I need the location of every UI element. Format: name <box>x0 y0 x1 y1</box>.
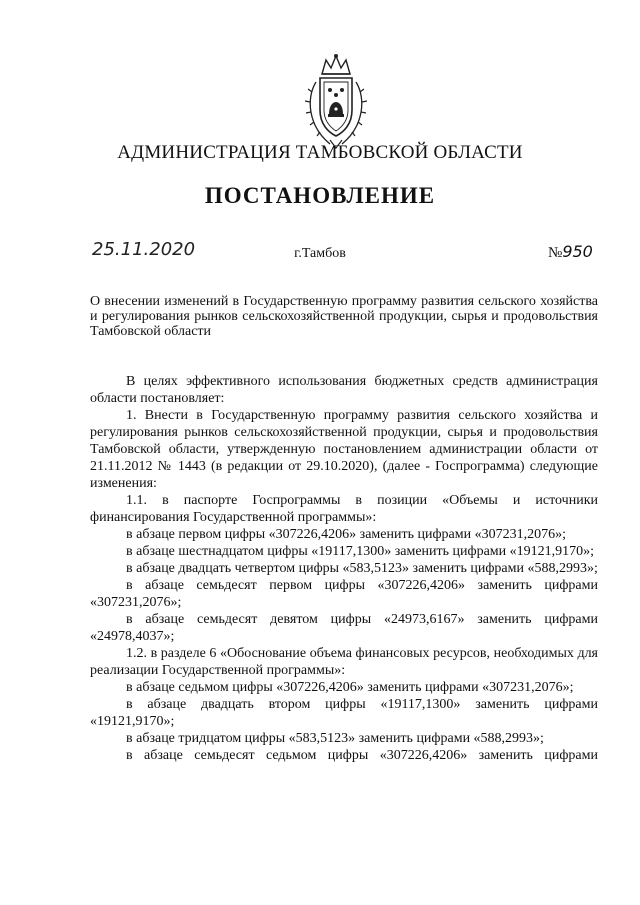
number-prefix: № <box>548 245 563 261</box>
paragraph: в абзаце семьдесят первом цифры «307226,4206» заменить цифрами «307231,2076»; <box>90 578 598 610</box>
paragraph: в абзаце первом цифры «307226,4206» заменить цифрами «307231,2076»; <box>126 527 566 542</box>
organization-title: АДМИНИСТРАЦИЯ ТАМБОВСКОЙ ОБЛАСТИ <box>117 142 523 163</box>
document-body <box>90 373 598 764</box>
paragraph: в абзаце семьдесят седьмом цифры «307226,4206» заменить цифрами <box>126 748 598 763</box>
paragraph: 1.2. в разделе 6 «Обоснование объема финансовых ресурсов, необходимых для реализации Государственной программы»: <box>90 646 598 678</box>
document-subject: О внесении изменений в Государственную программу развития сельского хозяйства и регулирования рынков сельскохозяйственной продукции, сырья и продовольствия Тамбовской области <box>90 294 598 339</box>
document-number <box>548 242 593 262</box>
paragraph: в абзаце шестнадцатом цифры «19117,1300» заменить цифрами «19121,9170»; <box>126 544 595 559</box>
document-city: г.Тамбов <box>294 246 346 261</box>
paragraph: в абзаце седьмом цифры «307226,4206» заменить цифрами «307231,2076»; <box>126 680 574 695</box>
paragraph: В целях эффективного использования бюджетных средств администрация области постановляет: <box>90 374 598 406</box>
number-value: 950 <box>562 242 593 261</box>
paragraph: в абзаце семьдесят девятом цифры «24973,6167» заменить цифрами «24978,4037»; <box>90 612 598 644</box>
paragraph: в абзаце двадцать втором цифры «19117,1300» заменить цифрами «19121,9170»; <box>90 697 598 729</box>
paragraph: в абзаце тридцатом цифры «583,5123» заменить цифрами «588,2993»; <box>126 731 544 746</box>
paragraph: в абзаце двадцать четвертом цифры «583,5123» заменить цифрами «588,2993»; <box>126 561 598 576</box>
coat-of-arms-icon <box>300 52 372 152</box>
document-type: ПОСТАНОВЛЕНИЕ <box>204 183 436 208</box>
document-date: 25.11.2020 <box>92 239 196 260</box>
paragraph: 1. Внести в Государственную программу развития сельского хозяйства и регулирования рынков сельскохозяйственной продукции, сырья и продовольствия Тамбовской области, утвержденную постановлением администрации области от 21.11.2012 № 1443 (в редакции от 29.10.2020), (далее - Госпрограмма) следующие изменения: <box>90 408 598 491</box>
paragraph: 1.1. в паспорте Госпрограммы в позиции «Объемы и источники финансирования Государственной программы»: <box>90 493 598 525</box>
